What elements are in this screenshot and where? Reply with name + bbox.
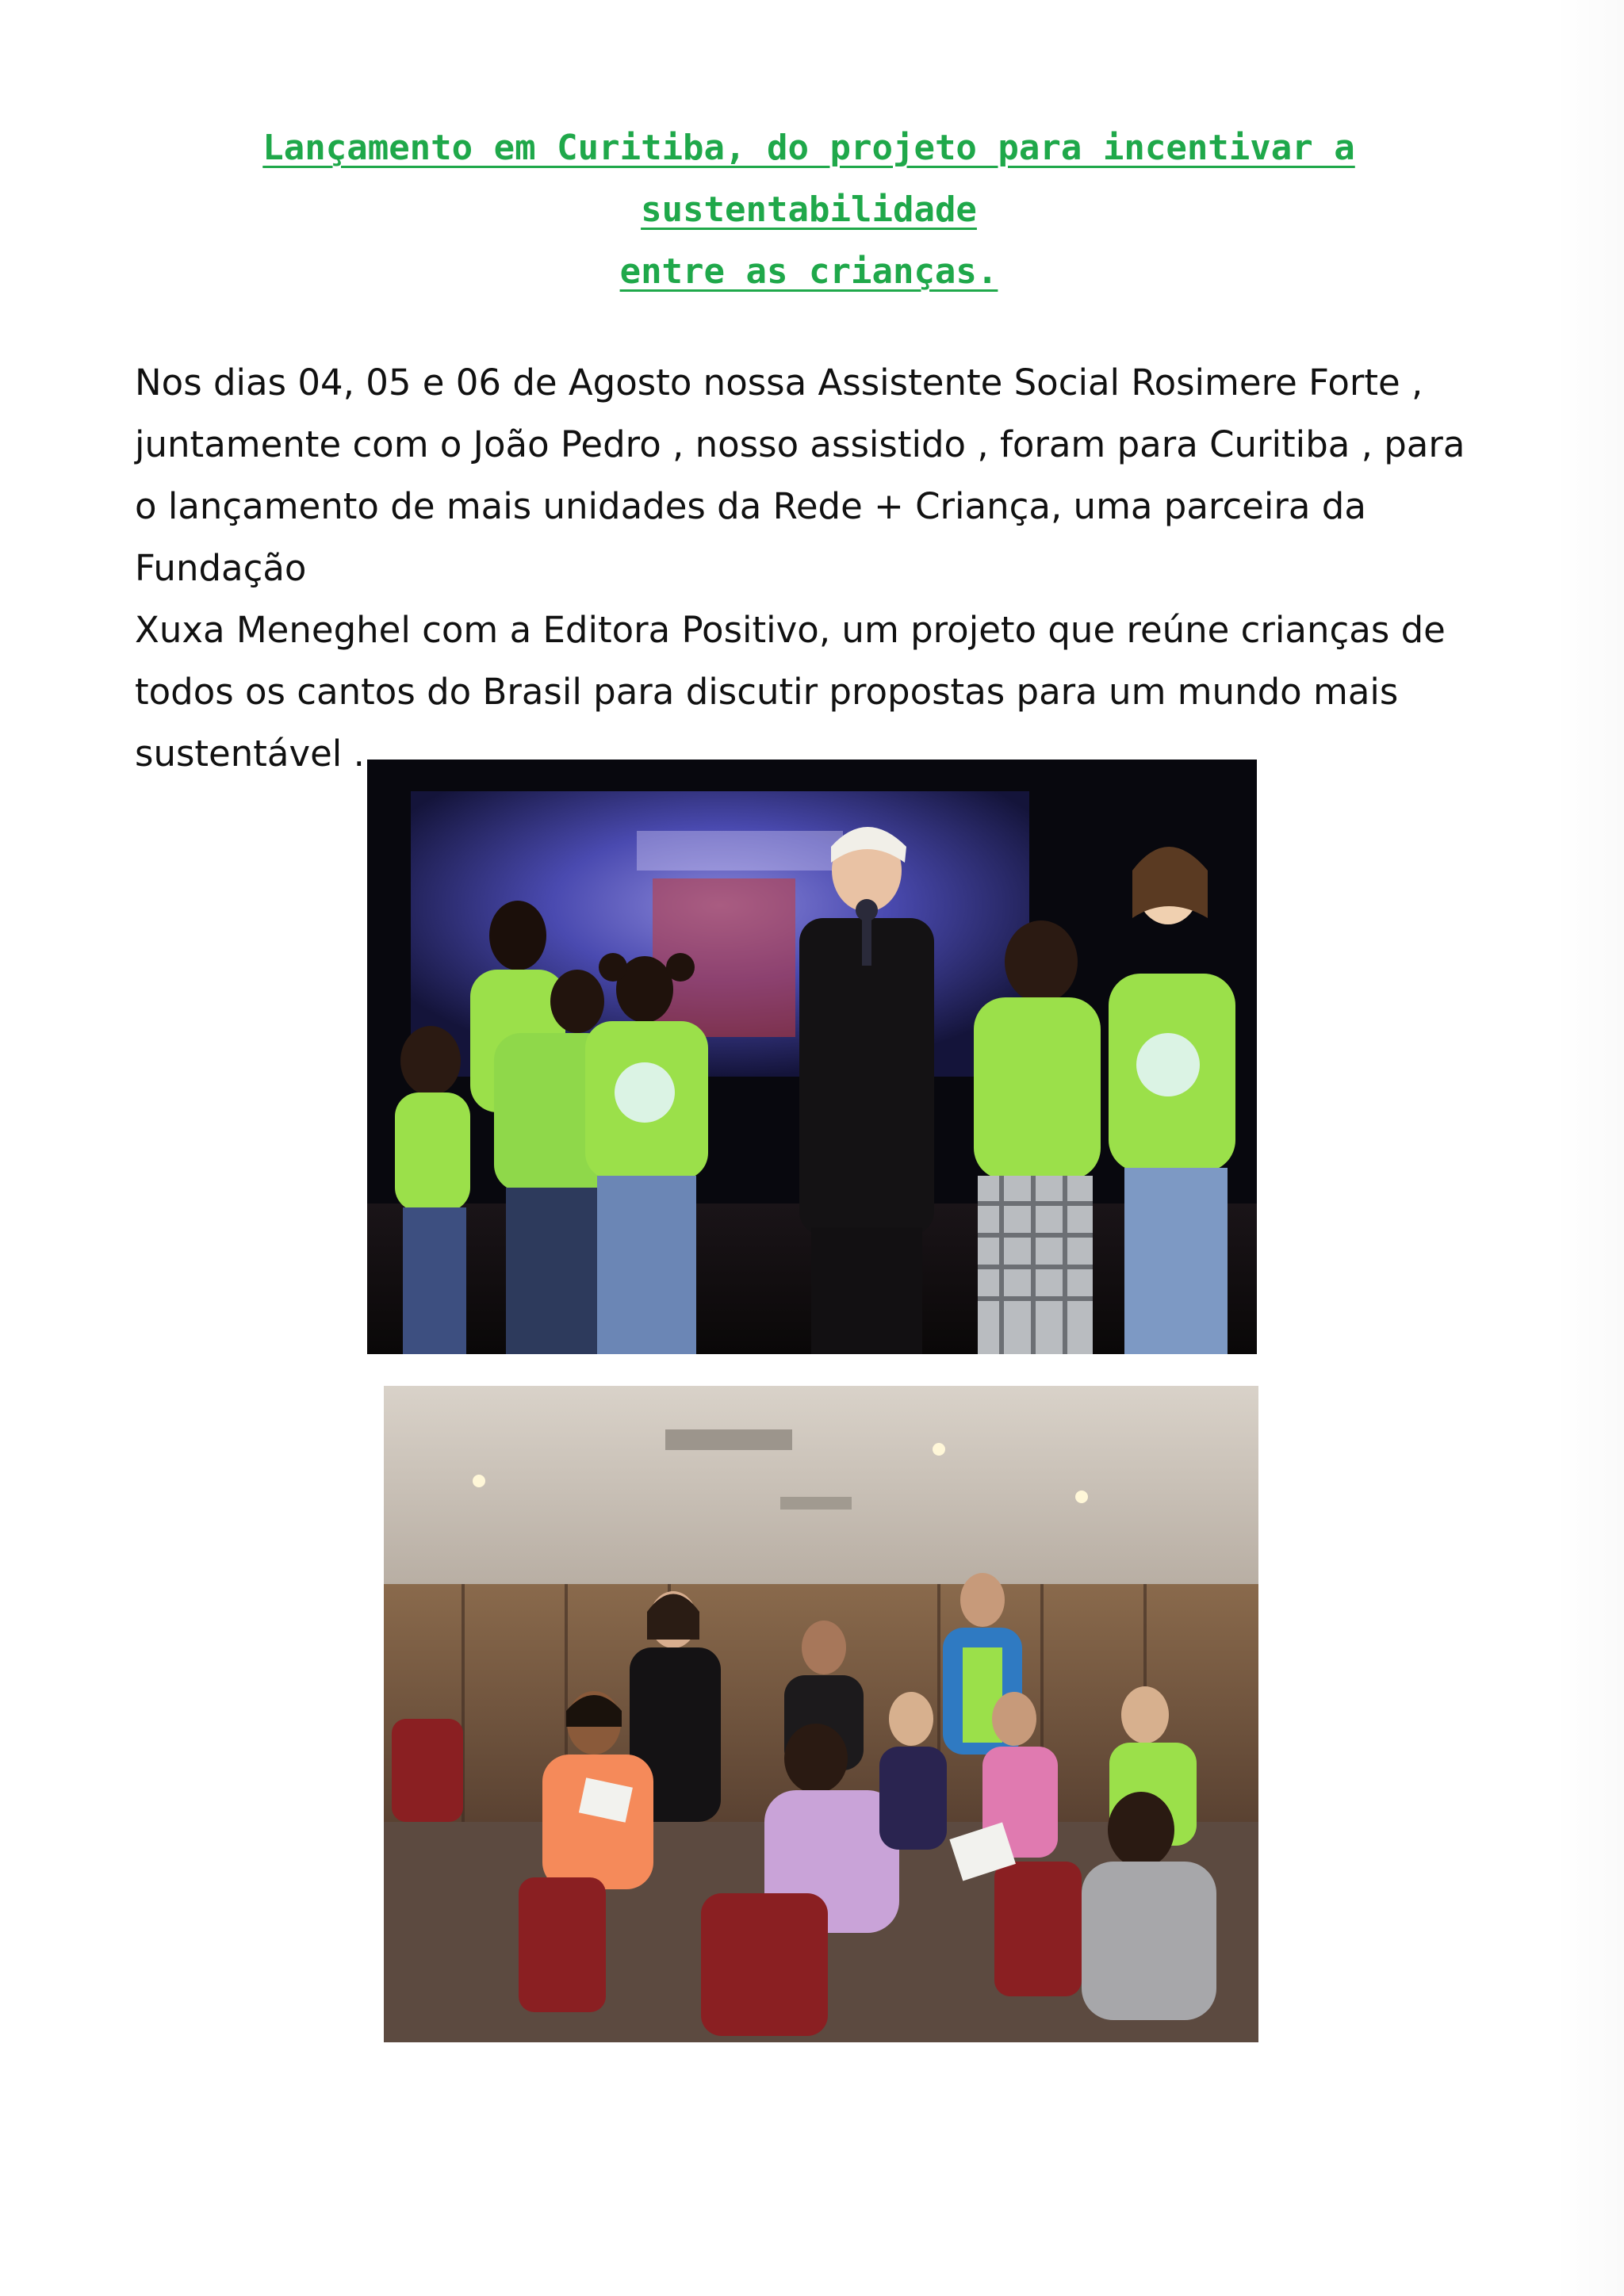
meeting-room-photo <box>384 1386 1258 2042</box>
title-line-1: Lançamento em Curitiba, do projeto para incentivar a sustentabilidade <box>262 128 1355 230</box>
body-paragraph: Nos dias 04, 05 e 06 de Agosto nossa Assistente Social Rosimere Forte , juntamente com o João Pedro , nosso assistido , foram para Curitiba , para o lançamento de mais unidades da Rede + Criança, uma parceira da Fundação Xuxa Meneghel com a Editora Positivo, um projeto que reúne crianças de todos os cantos do Brasil para discutir propostas para um mundo mais sustentável . <box>135 362 1465 775</box>
scan-shade <box>1554 0 1624 2296</box>
stage-photo <box>367 760 1257 1354</box>
stage-photo-illustration <box>367 760 1257 1354</box>
meeting-room-photo-illustration <box>384 1386 1258 2042</box>
document-title <box>135 117 1483 303</box>
title-line-2: entre as crianças. <box>619 251 998 292</box>
